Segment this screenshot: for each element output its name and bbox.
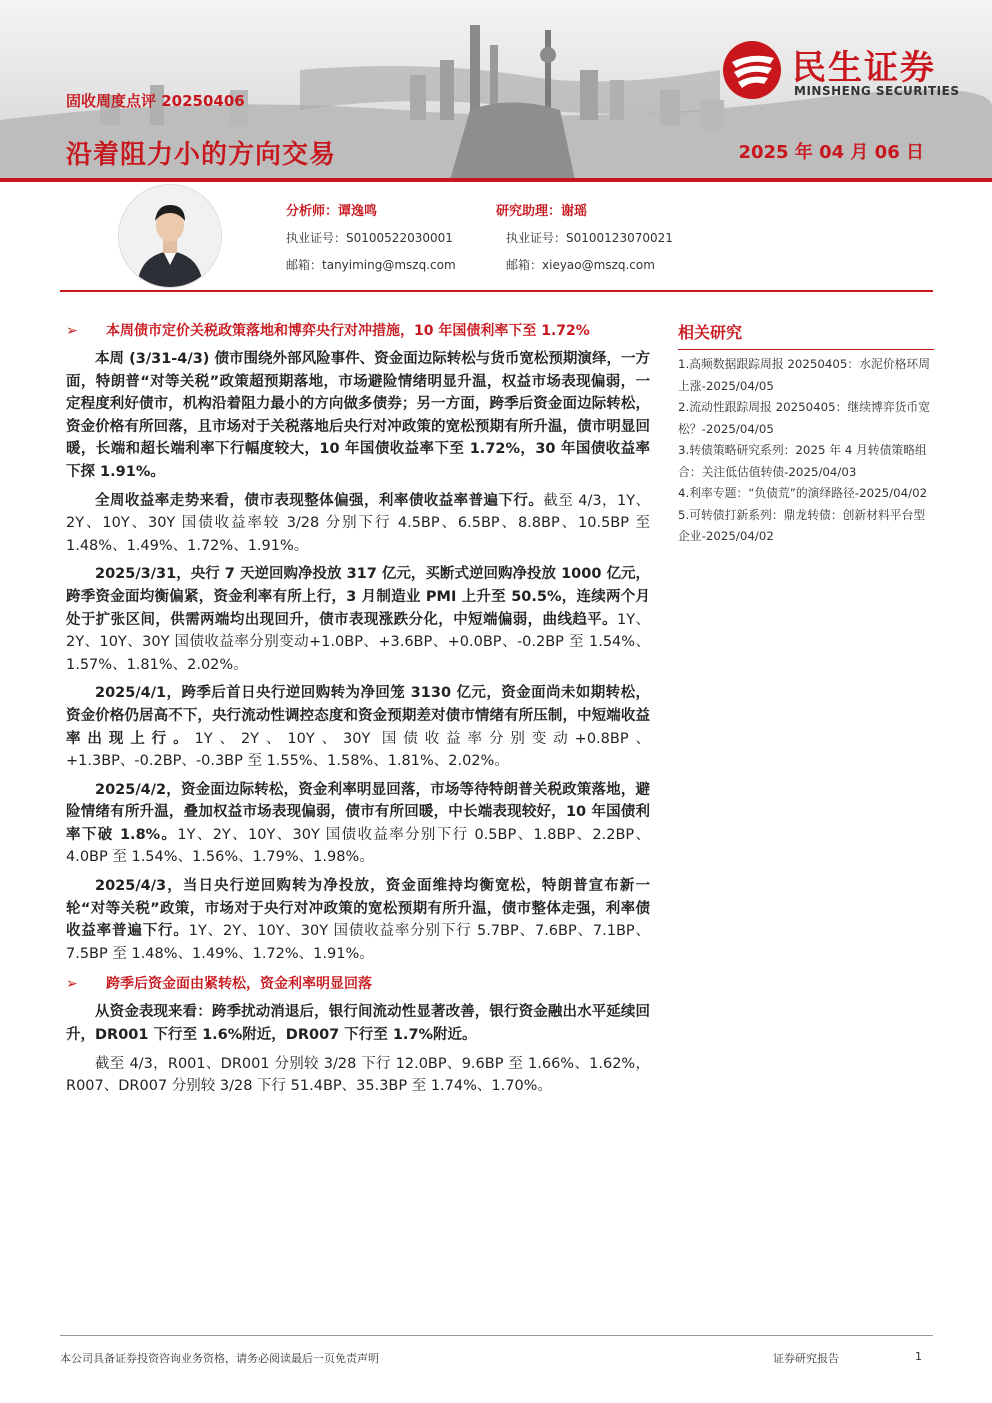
paragraph-1 xyxy=(66,348,650,484)
bullet-text: 本周债市定价关税政策落地和博弈央行对冲措施，10 年国债利率下至 1.72% xyxy=(106,323,590,339)
logo-text-en: MINSHENG SECURITIES xyxy=(794,84,960,98)
header-banner xyxy=(0,0,992,180)
section-bullet-1 xyxy=(66,320,650,342)
related-research-item[interactable]: 5.可转债打新系列：鼎龙转债：创新材料平台型企业-2025/04/02 xyxy=(678,507,926,543)
analyst-role: 分析师： xyxy=(286,204,339,219)
footer-divider xyxy=(60,1335,933,1336)
paragraph-bold: 全周收益率走势来看，债市表现整体偏强，利率债收益率普遍下行。 xyxy=(95,492,544,509)
analyst-photo xyxy=(118,184,222,288)
related-research-sidebar xyxy=(678,320,934,548)
analyst-role: 研究助理： xyxy=(496,204,562,219)
paragraph-bold: 2025/4/1，跨季后首日央行逆回购转为净回笼 3130 亿元，资金面尚未如期转松，资金价格仍居高不下，央行流动性调控态度和资金预期差对债市情绪有所压制，中短端收益率出现上行。 xyxy=(66,685,650,747)
paragraph-8 xyxy=(66,1053,650,1098)
banner-divider xyxy=(0,178,992,182)
company-logo xyxy=(722,40,972,102)
analyst-card-1 xyxy=(286,200,456,273)
paragraph-rest: 1Y、2Y、10Y、30Y 国债收益率分别下行 5.7BP、7.6BP、7.1BP、7.5BP 至 1.48%、1.49%、1.72%、1.91%。 xyxy=(66,923,650,962)
related-research-item[interactable]: 3.转债策略研究系列：2025 年 4 月转债策略组合：关注低估值转债-2025/04/03 xyxy=(678,443,927,479)
logo-text-cn: 民生证券 xyxy=(792,48,936,88)
page-number: 1 xyxy=(915,1350,922,1363)
paragraph-rest: 1Y、2Y、10Y、30Y 国债收益率分别下行 0.5BP、1.8BP、2.2BP、4.0BP 至 1.54%、1.56%、1.79%、1.98%。 xyxy=(66,826,650,866)
analyst-email[interactable]: tanyiming@mszq.com xyxy=(322,258,456,272)
email-label: 邮箱： xyxy=(286,258,323,272)
paragraph-rest: 1Y、2Y、10Y、30Y 国债收益率分别变动+0.8BP、+1.3BP、-0.2BP、-0.3BP 至 1.55%、1.58%、1.81%、2.02%。 xyxy=(66,730,650,770)
footer-doc-type: 证券研究报告 xyxy=(773,1352,839,1365)
paragraph-text: 从资金表现来看：跨季扰动消退后，银行间流动性显著改善，银行资金融出水平延续回升，DR001 下行至 1.6%附近，DR007 下行至 1.7%附近。 xyxy=(66,1004,650,1044)
cert-label: 执业证号： xyxy=(506,231,567,245)
header-divider xyxy=(60,290,933,292)
paragraph-3 xyxy=(66,563,650,676)
paragraph-text: 本周 (3/31-4/3) 债市围绕外部风险事件、资金面边际转松与货币宽松预期演绎，一方面，特朗普“对等关税”政策超预期落地，市场避险情绪明显升温，权益市场表现偏弱，一定程度利好债市，机构沿着阻力最小的方向做多债券；另一方面，跨季后资金面边际转松，资金价格有所回落，且市场对于关税落地后央行对冲政策的宽松预期有所升温，债市明显回暖，长端和超长端利率下行幅度较大，10 年国债收益率下至 1.72%，30 年国债收益率下探 1.91%。 xyxy=(66,351,650,480)
paragraph-2 xyxy=(66,490,650,558)
related-research-list xyxy=(678,354,934,548)
paragraph-rest: 1Y、2Y、10Y、30Y 国债收益率分别变动+1.0BP、+3.6BP、+0.0BP、-0.2BP 至 1.54%、1.57%、1.81%、2.02%。 xyxy=(66,611,650,673)
paragraph-7 xyxy=(66,1001,650,1046)
cert-number: S0100522030001 xyxy=(346,231,453,245)
email-label: 邮箱： xyxy=(506,258,543,272)
bullet-text: 跨季后资金面由紧转松，资金利率明显回落 xyxy=(106,976,372,993)
paragraph-text: 截至 4/3，R001、DR001 分别较 3/28 下行 12.0BP、9.6BP 至 1.66%、1.62%，R007、DR007 分别较 3/28 下行 51.4BP、35.3BP 至 1.74%、1.70%。 xyxy=(66,1055,650,1095)
arrow-bullet-icon: ➢ xyxy=(66,976,78,993)
main-content xyxy=(66,320,650,1098)
related-research-item[interactable]: 2.流动性跟踪周报 20250405：继续博弈货币宽松？-2025/04/05 xyxy=(678,400,931,436)
paragraph-4 xyxy=(66,682,650,772)
paragraph-bold: 2025/3/31，央行 7 天逆回购净投放 317 亿元，买断式逆回购净投放 1000 亿元，跨季资金面均衡偏紧，资金利率有所上行，3 月制造业 PMI 上升至 50.5%，连续两个月处于扩张区间，供需两端均出现回升，债市表现涨跌分化，中短端偏弱，曲线趋平。 xyxy=(66,566,650,628)
arrow-bullet-icon: ➢ xyxy=(66,323,78,339)
paragraph-6 xyxy=(66,875,650,965)
analyst-name: 谭逸鸣 xyxy=(338,204,378,219)
paragraph-5 xyxy=(66,779,650,869)
cert-number: S0100123070021 xyxy=(566,231,673,245)
report-date: 2025 年 04 月 06 日 xyxy=(738,142,924,163)
analyst-card-2 xyxy=(496,200,673,273)
sidebar-title: 相关研究 xyxy=(678,320,934,350)
related-research-item[interactable]: 4.利率专题：“负债荒”的演绎路径-2025/04/02 xyxy=(678,486,928,500)
analyst-name: 谢瑶 xyxy=(561,204,588,219)
footer-disclaimer: 本公司具备证券投资咨询业务资格，请务必阅读最后一页免责声明 xyxy=(60,1352,379,1365)
paragraph-rest: 截至 4/3，1Y、2Y、10Y、30Y 国债收益率较 3/28 分别下行 4.5BP、6.5BP、8.8BP、10.5BP 至 1.48%、1.49%、1.72%、1.91%。 xyxy=(66,492,651,554)
related-research-item[interactable]: 1.高频数据跟踪周报 20250405：水泥价格环周上涨-2025/04/05 xyxy=(678,357,931,393)
analyst-email[interactable]: xieyao@mszq.com xyxy=(542,258,655,272)
minsheng-logo-icon xyxy=(722,40,782,100)
person-avatar-icon xyxy=(119,185,221,287)
cert-label: 执业证号： xyxy=(286,231,347,245)
paragraph-bold: 2025/4/2，资金面边际转松，资金利率明显回落，市场等待特朗普关税政策落地，避险情绪有所升温，叠加权益市场表现偏弱，债市有所回暖，中长端表现较好，10 年国债利率下破 1.8%。 xyxy=(66,781,650,843)
section-bullet-2 xyxy=(66,973,650,995)
report-type: 固收周度点评 20250406 xyxy=(66,92,245,110)
report-title: 沿着阻力小的方向交易 xyxy=(66,140,337,170)
paragraph-bold: 2025/4/3，当日央行逆回购转为净投放，资金面维持均衡宽松，特朗普宣布新一轮“对等关税”政策，市场对于央行对冲政策的宽松预期有所升温，债市整体走强，利率债收益率普遍下行。 xyxy=(66,878,650,940)
